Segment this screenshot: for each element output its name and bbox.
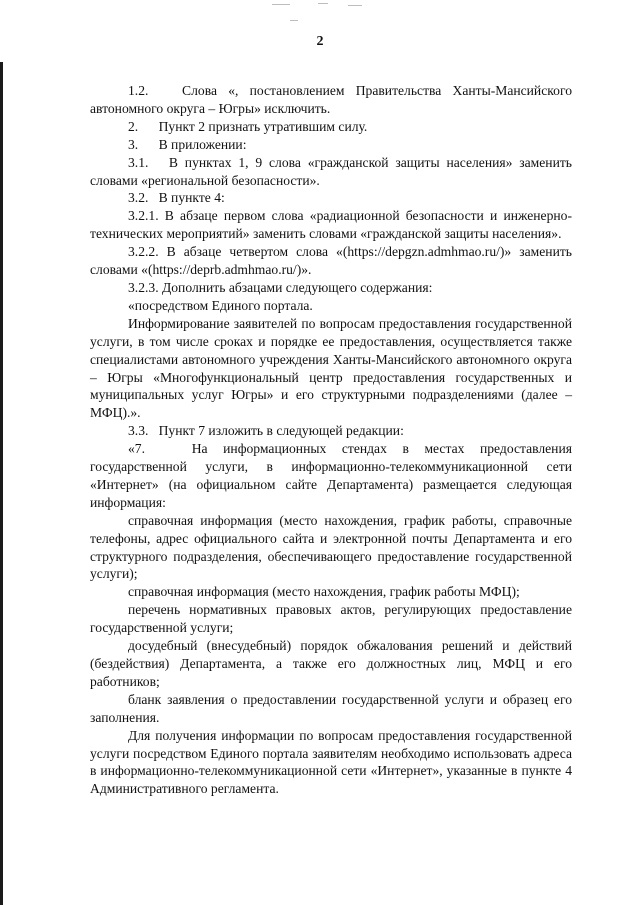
paragraph-7: «7. На информационных стендах в местах предоставления государственной услуги, в информационно-телекоммуникационной сети «Интернет» (на официальном сайте Департамента) размещается следующая информация: <box>90 441 572 510</box>
paragraph-3-3: 3.3. Пункт 7 изложить в следующей редакции: <box>128 423 404 439</box>
list-item-appeal-procedure: досудебный (внесудебный) порядок обжалования решений и действий (бездействия) Департамента, а также его должностных лиц, МФЦ и его работников; <box>90 638 572 689</box>
scan-artifact <box>348 5 362 6</box>
list-item-application-form: бланк заявления о предоставлении государственной услуги и образец его заполнения. <box>90 691 572 725</box>
paragraph-3-2-2: 3.2.2. В абзаце четвертом слова «(https://depgzn.admhmao.ru/)» заменить словами «(https://deprb.admhmao.ru/)». <box>90 244 572 278</box>
paragraph-2: 2. Пункт 2 признать утратившим силу. <box>128 118 368 134</box>
paragraph-portal-addresses: Для получения информации по вопросам предоставления государственной услуги посредством Единого портала заявителям необходимо использовать адреса в информационно-телекоммуникационной сети «Интернет», указанные в пункте 4 Административного регламента. <box>90 727 572 797</box>
paragraph-1-2: 1.2. Слова «, постановлением Правительства Ханты-Мансийского автономного округа – Югры» исключить. <box>90 83 572 116</box>
document-body <box>90 82 572 798</box>
scan-border <box>0 62 3 905</box>
paragraph-informing: Информирование заявителей по вопросам предоставления государственной услуги, в том числе сроках и порядке ее предоставления, осуществляется также специалистами автономного учреждения Ханты-Мансийского автономного округа – Югры «Многофункциональный центр предоставления государственных и муниципальных услуг Югры» и его структурными подразделениями (далее – МФЦ).». <box>90 315 572 421</box>
list-item-reference-info: справочная информация (место нахождения, график работы, справочные телефоны, адрес официального сайта и электронной почты Департамента и его структурного подразделения, обеспечивающего предоставление государственной услуги); <box>90 512 572 582</box>
paragraph-3: 3. В приложении: <box>128 136 247 152</box>
paragraph-3-2-3: 3.2.3. Дополнить абзацами следующего содержания: <box>128 279 433 295</box>
list-item-mfc-info: справочная информация (место нахождения, график работы МФЦ); <box>128 584 520 600</box>
scan-artifact <box>272 4 290 5</box>
list-item-legal-acts: перечень нормативных правовых актов, регулирующих предоставление государственной услуги; <box>90 602 572 636</box>
paragraph-3-2: 3.2. В пункте 4: <box>128 190 225 206</box>
paragraph-3-1: 3.1. В пунктах 1, 9 слова «гражданской защиты населения» заменить словами «региональной безопасности». <box>90 154 572 188</box>
scan-artifact <box>318 3 328 4</box>
page-number: 2 <box>316 34 324 49</box>
scan-artifact <box>290 20 298 21</box>
quote-portal: «посредством Единого портала. <box>128 297 313 313</box>
paragraph-3-2-1: 3.2.1. В абзаце первом слова «радиационной безопасности и инженерно-технических мероприятий» заменить словами «гражданской защиты населения». <box>90 208 572 242</box>
